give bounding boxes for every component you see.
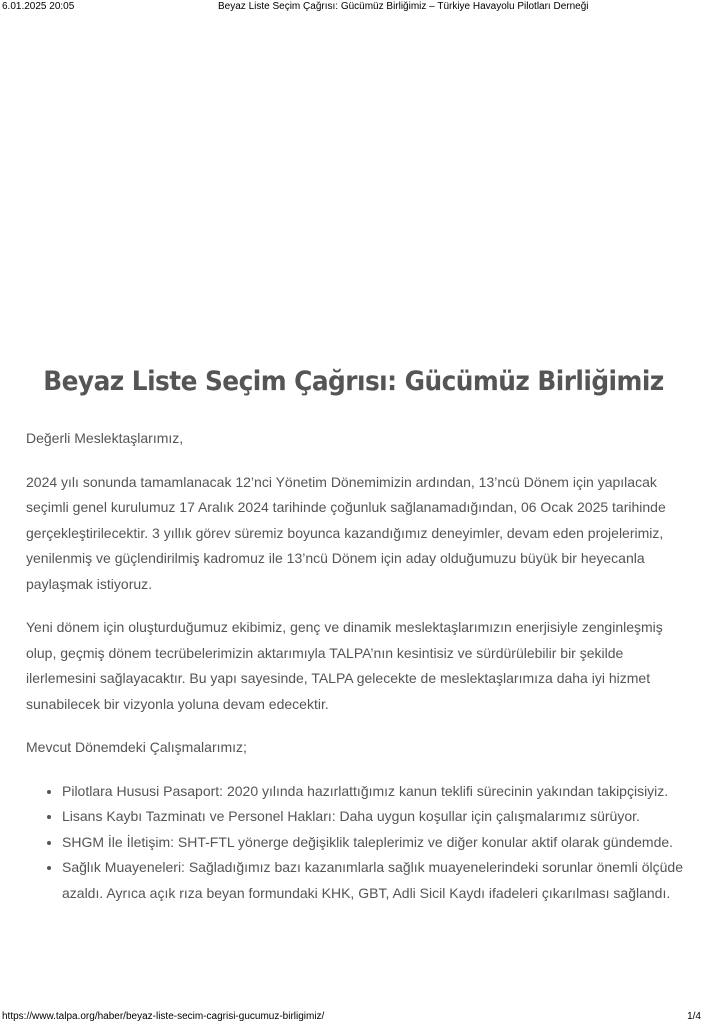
paragraph-team: Yeni dönem için oluşturduğumuz ekibimiz, genç ve dinamik meslektaşlarımızın enerjisiyle zenginleşmiş olup, geçmiş dönem tecrübelerimizin aktarımıyla TALPA’nın kesintisiz ve sürdürülebilir bir şekilde ilerlemesini sağlayacaktır. Bu yapı sayesinde, TALPA gelecekte de meslektaşlarımıza daha iyi hizmet sunabilecek bir vizyonla yoluna devam edecektir. [26, 619, 663, 712]
paragraph-intro: 2024 yılı sonunda tamamlanacak 12’nci Yönetim Dönemimizin ardından, 13’ncü Dönem için yapılacak seçimli genel kurulumuz 17 Aralık 2024 tarihinde çoğunluk sağlanamadığından, 06 Ocak 2025 tarihinde gerçekleştirilecektir. 3 yıllık görev süremiz boyunca kazandığımız deneyimler, devam eden projelerimiz, yenilenmiş ve güçlendirilmiş kadromuz ile 13’ncü Dönem için aday olduğumuzu büyük bir heyecanla paylaşmak istiyoruz. [26, 473, 666, 592]
page-number: 1/4 [687, 1011, 701, 1022]
print-document-title: Beyaz Liste Seçim Çağrısı: Gücümüz Birliğimiz – Türkiye Havayolu Pilotları Derneği [218, 1, 589, 12]
work-list [26, 779, 686, 907]
list-item: • SHGM İle İletişim: SHT-FTL yönerge değişiklik taleplerimiz ve diğer konular aktif olarak gündemde. [62, 830, 686, 856]
article-title: Beyaz Liste Seçim Çağrısı: Gücümüz Birliğimiz [43, 366, 664, 397]
page-url: https://www.talpa.org/haber/beyaz-liste-secim-cagrisi-gucumuz-birligimiz/ [2, 1011, 325, 1022]
section-heading: Mevcut Dönemdeki Çalışmalarımız; [26, 739, 247, 755]
print-header [0, 0, 707, 16]
print-footer [0, 1010, 707, 1024]
list-item: • Lisans Kaybı Tazminatı ve Personel Hakları: Daha uygun koşullar için çalışmalarımız sürüyor. [62, 804, 686, 830]
list-item: • Pilotlara Hususi Pasaport: 2020 yılında hazırlattığımız kanun teklifi sürecinin yakından takipçisiyiz. [62, 779, 686, 805]
greeting: Değerli Meslektaşlarımız, [26, 430, 184, 446]
article-body [26, 426, 686, 906]
print-datetime: 6.01.2025 20:05 [2, 1, 75, 12]
list-item: • Sağlık Muayeneleri: Sağladığımız bazı kazanımlarla sağlık muayenelerindeki sorunlar önemli ölçüde azaldı. Ayrıca açık rıza beyan formundaki KHK, GBT, Adli Sicil Kaydı ifadeleri çıkarılması sağlandı. [62, 855, 686, 906]
